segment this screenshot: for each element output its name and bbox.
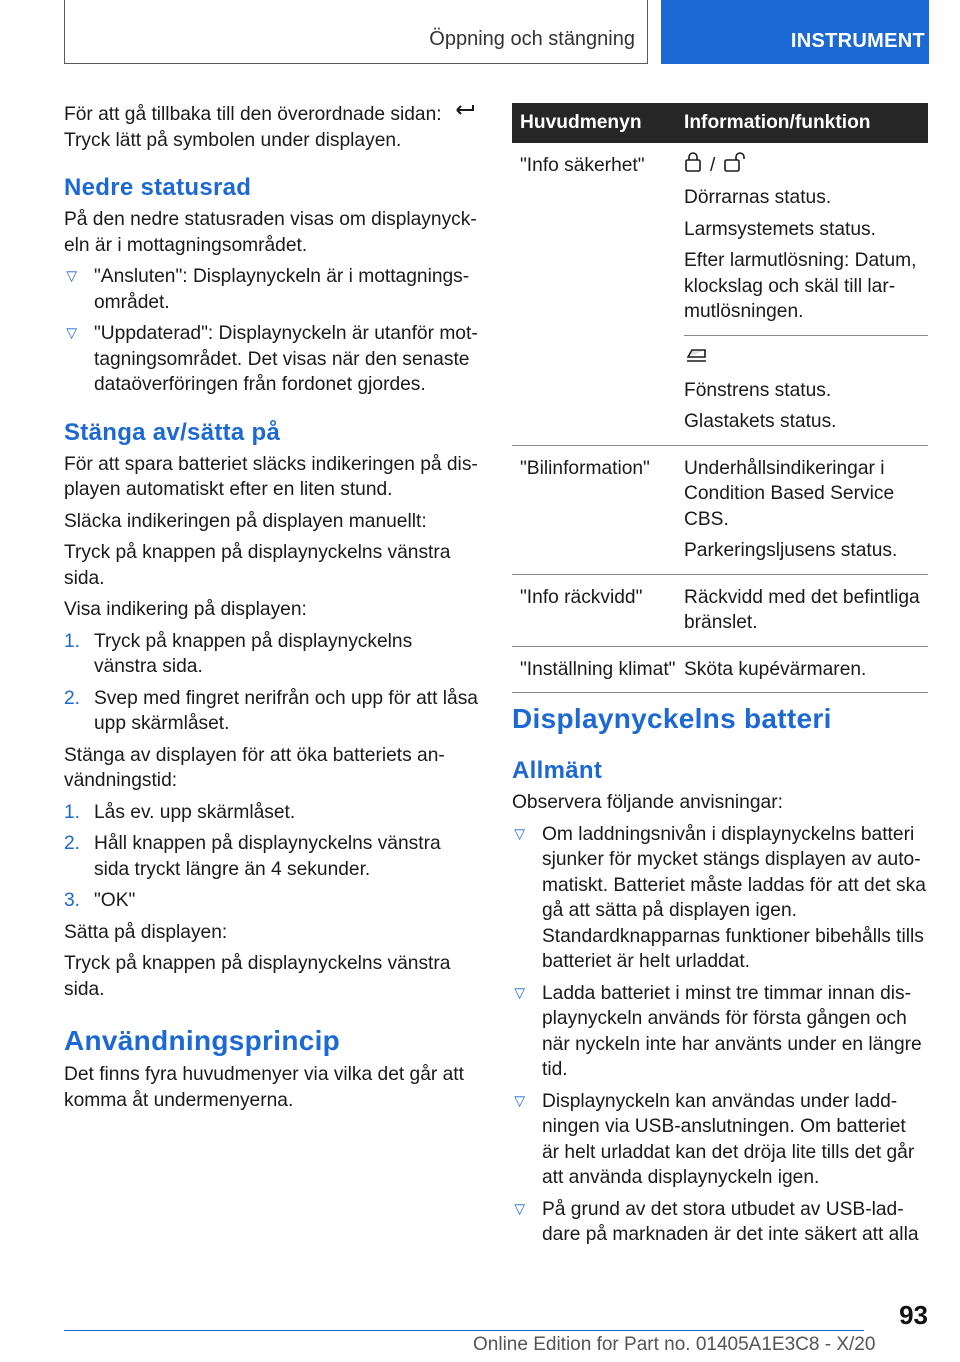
status-paragraph: På den nedre statusraden visas om displaynyckeln är i mottagningsområdet. bbox=[64, 209, 477, 256]
footer-edition bbox=[473, 1334, 875, 1356]
off-steps-list bbox=[64, 800, 478, 914]
list-item: ▷ Displaynyckeln kan användas under laddningen via USB-anslutningen. Om batteriet är helt urladdat kan det dröja lite tills det går att använda displaynyckeln igen. bbox=[512, 1089, 928, 1191]
row-label: "Info säkerhet" bbox=[520, 155, 645, 176]
row-text: Underhållsindikeringar i Condition Based Service CBS. bbox=[684, 457, 895, 530]
list-item bbox=[64, 686, 478, 737]
table-header-main-menu: Huvudmenyn bbox=[520, 112, 642, 134]
onoff-paragraph-6: Sätta på displayen: bbox=[64, 921, 228, 943]
list-item bbox=[64, 831, 478, 882]
list-item: ▷ "Uppdaterad": Displaynyckeln är utanför mottagningsområdet. Det visas när den senaste dataöverföringen från fordonet gjordes. bbox=[64, 321, 478, 398]
row-text: Glastakets status. bbox=[684, 411, 837, 432]
step-text: Tryck på knappen på displaynyckelns vänstra sida. bbox=[94, 630, 413, 678]
onoff-paragraph-3: Tryck på knappen på displaynyckelns vänstra sida. bbox=[64, 542, 451, 589]
row-label: "Bilinformation" bbox=[520, 457, 650, 479]
intro-line-1: För att gå tillbaka till den överordnade sidan: bbox=[64, 104, 442, 125]
icon-separator: / bbox=[710, 155, 716, 177]
battery-notes-list bbox=[512, 822, 928, 1248]
table-row bbox=[512, 575, 928, 647]
list-item: ▷ Om laddningsnivån i displaynyckelns batteri sjunker för mycket stängs displayen av automatiskt. Batteriet måste laddas för att det ska gå att sätta på displayen igen. Standardknapparnas funktioner bibehålls tills batteriet är helt urladdat. bbox=[512, 822, 928, 975]
header-chapter[interactable]: Öppning och stängning bbox=[429, 28, 635, 50]
lock-open-icon bbox=[723, 151, 749, 181]
intro-line-2: Tryck lätt på symbolen under displayen. bbox=[64, 129, 402, 151]
list-item bbox=[64, 888, 478, 914]
row-text: Sköta kupévärmaren. bbox=[684, 658, 867, 680]
step-number: 1. bbox=[64, 801, 81, 823]
list-item bbox=[64, 800, 478, 826]
car-window-icon bbox=[684, 345, 710, 373]
step-text: Håll knappen på displaynyckelns vänstra sida tryckt längre än 4 sekunder. bbox=[94, 833, 441, 880]
heading-usage-principle: Användningsprincip bbox=[64, 1025, 341, 1057]
table-row bbox=[512, 143, 928, 446]
principle-paragraph: Det finns fyra huvudmenyer via vilka det går att komma åt undermenyerna. bbox=[64, 1064, 464, 1111]
row-text: Fönstrens status. bbox=[684, 379, 832, 401]
list-item: ▷ Ladda batteriet i minst tre timmar innan displaynyckeln används för första gången och när nyckeln inte har använts under en längre tid. bbox=[512, 981, 928, 1083]
onoff-paragraph-5: Stänga av displayen för att öka batteriets användningstid: bbox=[64, 744, 445, 792]
header-chapter-box bbox=[64, 0, 648, 64]
row-text: Parkeringsljusens status. bbox=[684, 540, 898, 561]
left-column bbox=[64, 102, 478, 1119]
edition-text: Online Edition for Part no. 01405A1E3C8 - X/20 bbox=[473, 1334, 876, 1355]
table-header bbox=[512, 103, 928, 143]
step-number: 2. bbox=[64, 687, 81, 709]
step-number: 3. bbox=[64, 890, 81, 912]
onoff-paragraph-1: För att spara batteriet släcks indikeringen på displayen automatiskt efter en liten stund. bbox=[64, 453, 478, 501]
page-number: 93 bbox=[899, 1300, 928, 1330]
row-label: "Info räckvidd" bbox=[520, 586, 643, 608]
heading-on-off: Stänga av/sätta på bbox=[64, 418, 281, 446]
row-text: Larmsystemets status. bbox=[684, 218, 876, 240]
step-text: Svep med fingret nerifrån och upp för att låsa upp skärmlåset. bbox=[94, 687, 478, 735]
step-number: 2. bbox=[64, 833, 81, 855]
row-label: "Inställning klimat" bbox=[520, 658, 676, 680]
main-menu-table bbox=[512, 103, 928, 693]
list-item: ▷ På grund av det stora utbudet av USB-laddare på marknaden är det inte säkert att alla bbox=[512, 1197, 928, 1248]
onoff-paragraph-7: Tryck på knappen på displaynyckelns vänstra sida. bbox=[64, 953, 451, 1000]
intro-paragraph bbox=[64, 102, 478, 153]
row-text: Efter larmutlösning: Datum, klockslag och skäl till larmutlösningen. bbox=[684, 250, 917, 322]
lock-closed-icon bbox=[684, 151, 702, 181]
general-paragraph: Observera följande anvisningar: bbox=[512, 792, 783, 813]
step-text: "OK" bbox=[94, 890, 136, 912]
step-text: Lås ev. upp skärmlåset. bbox=[94, 801, 296, 823]
table-row bbox=[512, 647, 928, 694]
table-row bbox=[512, 446, 928, 575]
back-arrow-icon bbox=[453, 102, 477, 128]
header-section-tab[interactable] bbox=[661, 0, 929, 64]
row-text: Räckvidd med det befintliga bränslet. bbox=[684, 586, 920, 633]
status-list bbox=[64, 264, 478, 398]
table-header-info: Information/funktion bbox=[684, 112, 871, 134]
row-text: Dörrarnas status. bbox=[684, 187, 832, 208]
header-section-label: INSTRUMENT bbox=[790, 30, 925, 52]
heading-lower-status-bar: Nedre statusrad bbox=[64, 174, 252, 202]
onoff-paragraph-2: Släcka indikeringen på displayen manuellt: bbox=[64, 510, 427, 532]
onoff-paragraph-4: Visa indikering på displayen: bbox=[64, 599, 307, 621]
heading-battery: Displaynyckelns batteri bbox=[512, 703, 832, 734]
heading-general: Allmänt bbox=[512, 757, 603, 784]
step-number: 1. bbox=[64, 630, 81, 652]
list-item bbox=[64, 629, 478, 680]
footer-divider bbox=[64, 1330, 864, 1331]
show-steps-list bbox=[64, 629, 478, 737]
list-item: ▷ "Ansluten": Displaynyckeln är i mottagningsområdet. bbox=[64, 264, 478, 315]
right-column bbox=[512, 702, 928, 1254]
